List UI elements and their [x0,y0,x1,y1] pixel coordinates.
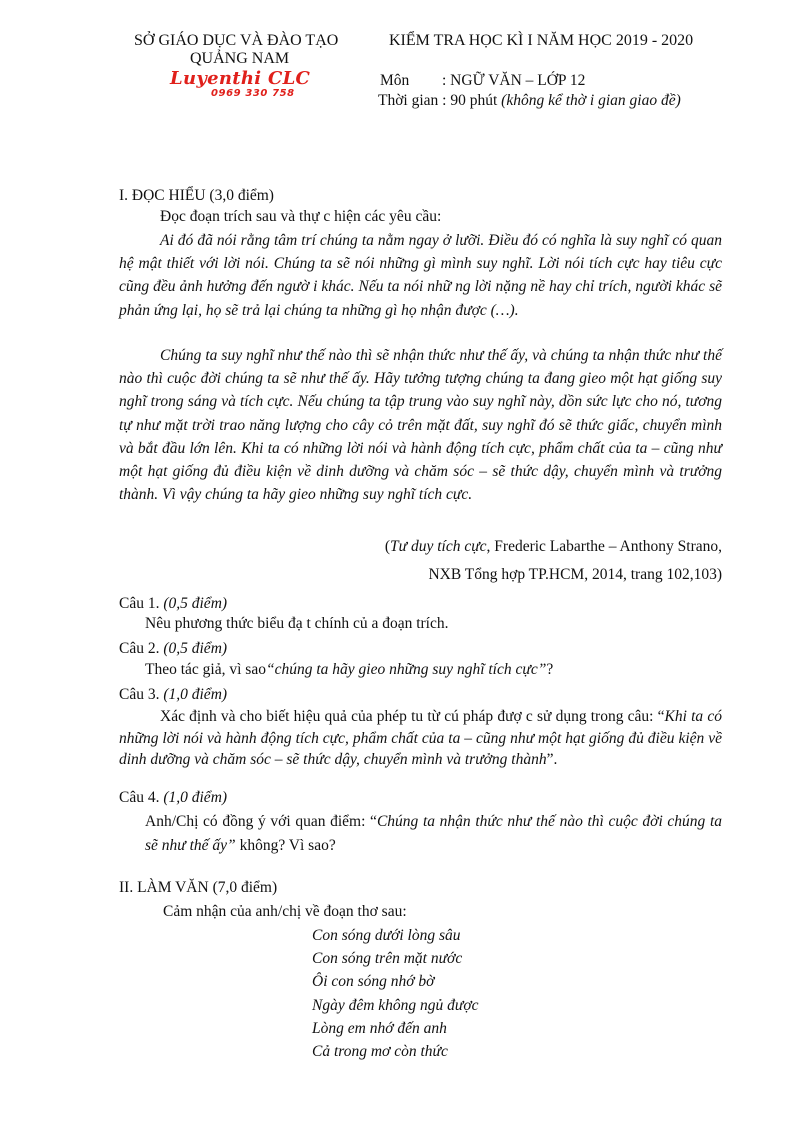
question-4-text [145,810,722,857]
province-name: QUẢNG NAM [190,50,290,67]
question-3-text [119,706,722,771]
question-2-text-before: Theo tác giả, vì sao [145,661,266,678]
question-3-label: Câu 3. [119,686,160,703]
question-3-points: (1,0 điểm) [163,686,228,703]
exam-title: KIỂM TRA HỌC KÌ I NĂM HỌC 2019 - 2020 [389,32,694,49]
poem-line: Con sóng dưới lòng sâu [312,927,461,944]
brand-watermark: Luyenthi CLC [170,68,311,89]
passage-paragraph-2: Chúng ta suy nghĩ như thế nào thì sẽ nhận thức như thế ấy, và chúng ta nhận thức như thế nào thì cuộc đời chúng ta sẽ như thế ấy. Hãy tưởng tượng chúng ta đang gieo một hạt giống suy nghĩ trong sáng và tích cực. Nếu chúng ta tập trung vào suy nghĩ này, dồn sức lực cho nó, tương tự như mặt trời trao năng lượng cho cây cỏ trên mặt đất, suy nghĩ đó sẽ thức giấc, chuyển mình và bắt đầu lớn lên. Khi ta có những lời nói và hành động tích cực, phẩm chất của ta – cũng như một hạt giống đủ điều kiện về dinh dưỡng và chăm sóc – sẽ thức dậy, chuyển mình và trưởng thành. Vì vậy chúng ta hãy gieo những suy nghĩ tích cực. [119,347,722,504]
question-1-points: (0,5 điểm) [163,595,228,612]
exam-time-text: Thời gian : 90 phút [378,92,498,109]
subject-value: : NGỮ VĂN – LỚP 12 [442,72,586,89]
source-open: ( [384,538,390,555]
passage-paragraph-1: Ai đó đã nói rằng tâm trí chúng ta nằm ngay ở lưỡi. Điều đó có nghĩa là suy nghĩ có quan hệ mật thiết với lời nói. Chúng ta sẽ nói những gì mình suy nghĩ. Lời nói tích cực hay tiêu cực cũng đều ảnh hưởng đến ngườ i khác. Nếu ta nói nhữ ng lời nặng nề hay chỉ trích, người khác sẽ phản ứng lại, họ sẽ trả lại chúng ta những gì họ nhận được (…). [119,232,722,319]
source-citation [385,538,722,556]
question-3-open-quote: “ [657,708,665,725]
section1-title: I. ĐỌC HIỂU (3,0 điểm) [119,187,274,204]
poem-line: Lòng em nhớ đến anh [312,1019,447,1037]
exam-time [378,92,681,110]
question-1-label: Câu 1. [119,595,160,612]
question-3-text-before: Xác định và cho biết hiệu quả của phép tu từ cú pháp đượ c sử dụng trong câu: [160,708,654,725]
question-2-quote: “chúng ta hãy gieo những suy nghĩ tích cực” [265,661,547,678]
question-2-points: (0,5 điểm) [163,640,228,657]
question-1-heading [119,595,227,613]
subject-label: Môn [380,72,410,89]
source-authors: , Frederic Labarthe – Anthony Strano, [486,538,722,555]
section2-instruction: Cảm nhận của anh/chị về đoạn thơ sau: [163,903,407,920]
question-2-heading [119,640,227,658]
poem-line: Ngày đêm không ngủ được [312,996,479,1014]
question-3-close-quote: ”. [546,751,558,768]
poem-line: Ôi con sóng nhớ bờ [312,973,435,991]
question-4-text-before: Anh/Chị có đồng ý với quan điểm: “ [145,813,377,830]
question-4-quote: Chúng ta nhận thức như thế nào thì cuộc đời chúng ta sẽ như thế ấy” [145,813,723,854]
question-2-label: Câu 2. [119,640,160,657]
question-3-heading [119,686,227,704]
poem-line: Cả trong mơ còn thức [312,1043,448,1061]
question-4-text-after: không? Vì sao? [235,836,336,854]
department-name: SỞ GIÁO DỤC VÀ ĐÀO TẠO [134,32,339,49]
poem-line: Con sóng trên mặt nước [312,950,463,968]
question-4-label: Câu 4. [119,789,160,806]
question-4-heading [119,789,227,807]
question-3-quote: Khi ta có những lời nói và hành động tích cực, phẩm chất của ta – cũng như một hạt giống đủ điều kiện về dinh dưỡng và chăm sóc – sẽ thức dậy, chuyển mình và trưởng thành [119,708,722,768]
question-2-text-after: ? [546,661,554,678]
source-title: Tư duy tích cực [390,538,487,555]
exam-time-note: (không kể thờ i gian giao đề) [501,92,681,109]
question-4-points: (1,0 điểm) [163,789,228,806]
section1-instruction: Đọc đoạn trích sau và thự c hiện các yêu cầu: [160,208,442,225]
source-publisher: NXB Tổng hợp TP.HCM, 2014, trang 102,103) [428,566,722,583]
brand-phone: 0969 330 758 [211,88,295,99]
section2-title: II. LÀM VĂN (7,0 điểm) [119,879,278,896]
poem-excerpt [312,924,479,1063]
question-2-text [145,661,553,679]
question-1-text: Nêu phương thức biểu đạ t chính củ a đoạn trích. [145,615,449,632]
